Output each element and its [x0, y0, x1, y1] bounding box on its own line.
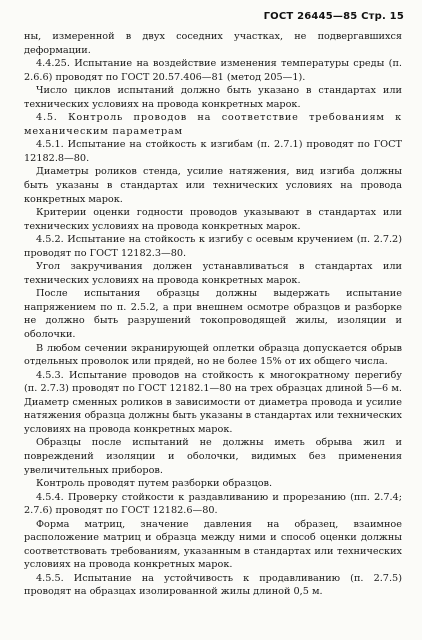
paragraph: После испытания образцы должны выдержать испытание напряжением по п. 2.5.2, а при внешнем осмотре образцов и разборке не должно быть разрушений токопроводящей жилы, изоляции и оболочки. — [24, 288, 402, 341]
paragraph: 4.5.1. Испытание на стойкость к изгибам (п. 2.7.1) проводят по ГОСТ 12182.8—80. — [24, 139, 402, 164]
paragraph: Критерии оценки годности проводов указывают в стандартах или технических условиях на провода конкретных марок. — [24, 207, 402, 232]
paragraph: Образцы после испытаний не должны иметь обрыва жил и повреждений изоляции и оболочки, видимых без применения увеличительных приборов. — [24, 437, 402, 476]
paragraph: 4.5.4. Проверку стойкости к раздавливанию и прорезанию (пп. 2.7.4; 2.7.6) проводят по ГОСТ 12182.6—80. — [24, 491, 402, 517]
paragraph: ны, измеренной в двух соседних участках, не подвергавшихся деформации. — [24, 31, 402, 56]
paragraph: 4.4.25. Испытание на воздействие изменения температуры среды (п. 2.6.6) проводят по ГОСТ 20.57.406—81 (метод 205—1). — [24, 58, 402, 83]
paragraph: Диаметры роликов стенда, усилие натяжения, вид изгиба должны быть указаны в стандартах или технических условиях на провода конкретных марок. — [24, 166, 402, 205]
paragraph: 4.5.5. Испытание на устойчивость к продавливанию (п. 2.7.5) проводят на образцах изолированной жилы длиной 0,5 м. — [24, 572, 402, 598]
paragraph: 4.5.2. Испытание на стойкость к изгибу с осевым кручением (п. 2.7.2) проводят по ГОСТ 12182.3—80. — [24, 234, 402, 259]
paragraph: 4.5.3. Испытание проводов на стойкость к многократному перегибу (п. 2.7.3) проводят по ГОСТ 12182.1—80 на трех образцах длиной 5—6 м. Диаметр сменных роликов в зависимости от диаметра провода и усилие натяжения образца должны быть указаны в стандартах или технических условиях на провода конкретных марок. — [24, 369, 402, 435]
running-header: ГОСТ 26445—85 Стр. 15 — [263, 11, 404, 22]
section-heading: 4.5. Контроль проводов на соответствие требованиям к механическим параметрам — [24, 112, 402, 137]
paragraph: Форма матриц, значение давления на образец, взаимное расположение матриц и образца между ними и способ оценки должны соответствовать требованиям, указанным в стандартах или технических условиях на провода конкретных марок. — [24, 518, 402, 571]
body-text — [24, 30, 402, 599]
paragraph: В любом сечении экранирующей оплетки образца допускается обрыв отдельных проволок или прядей, но не более 15% от их общего числа. — [24, 342, 402, 368]
paragraph: Угол закручивания должен устанавливаться в стандартах или технических условиях на провода конкретных марок. — [24, 261, 402, 286]
paragraph: Контроль проводят путем разборки образцов. — [36, 478, 273, 490]
paragraph: Число циклов испытаний должно быть указано в стандартах или технических условиях на провода конкретных марок. — [24, 85, 402, 110]
